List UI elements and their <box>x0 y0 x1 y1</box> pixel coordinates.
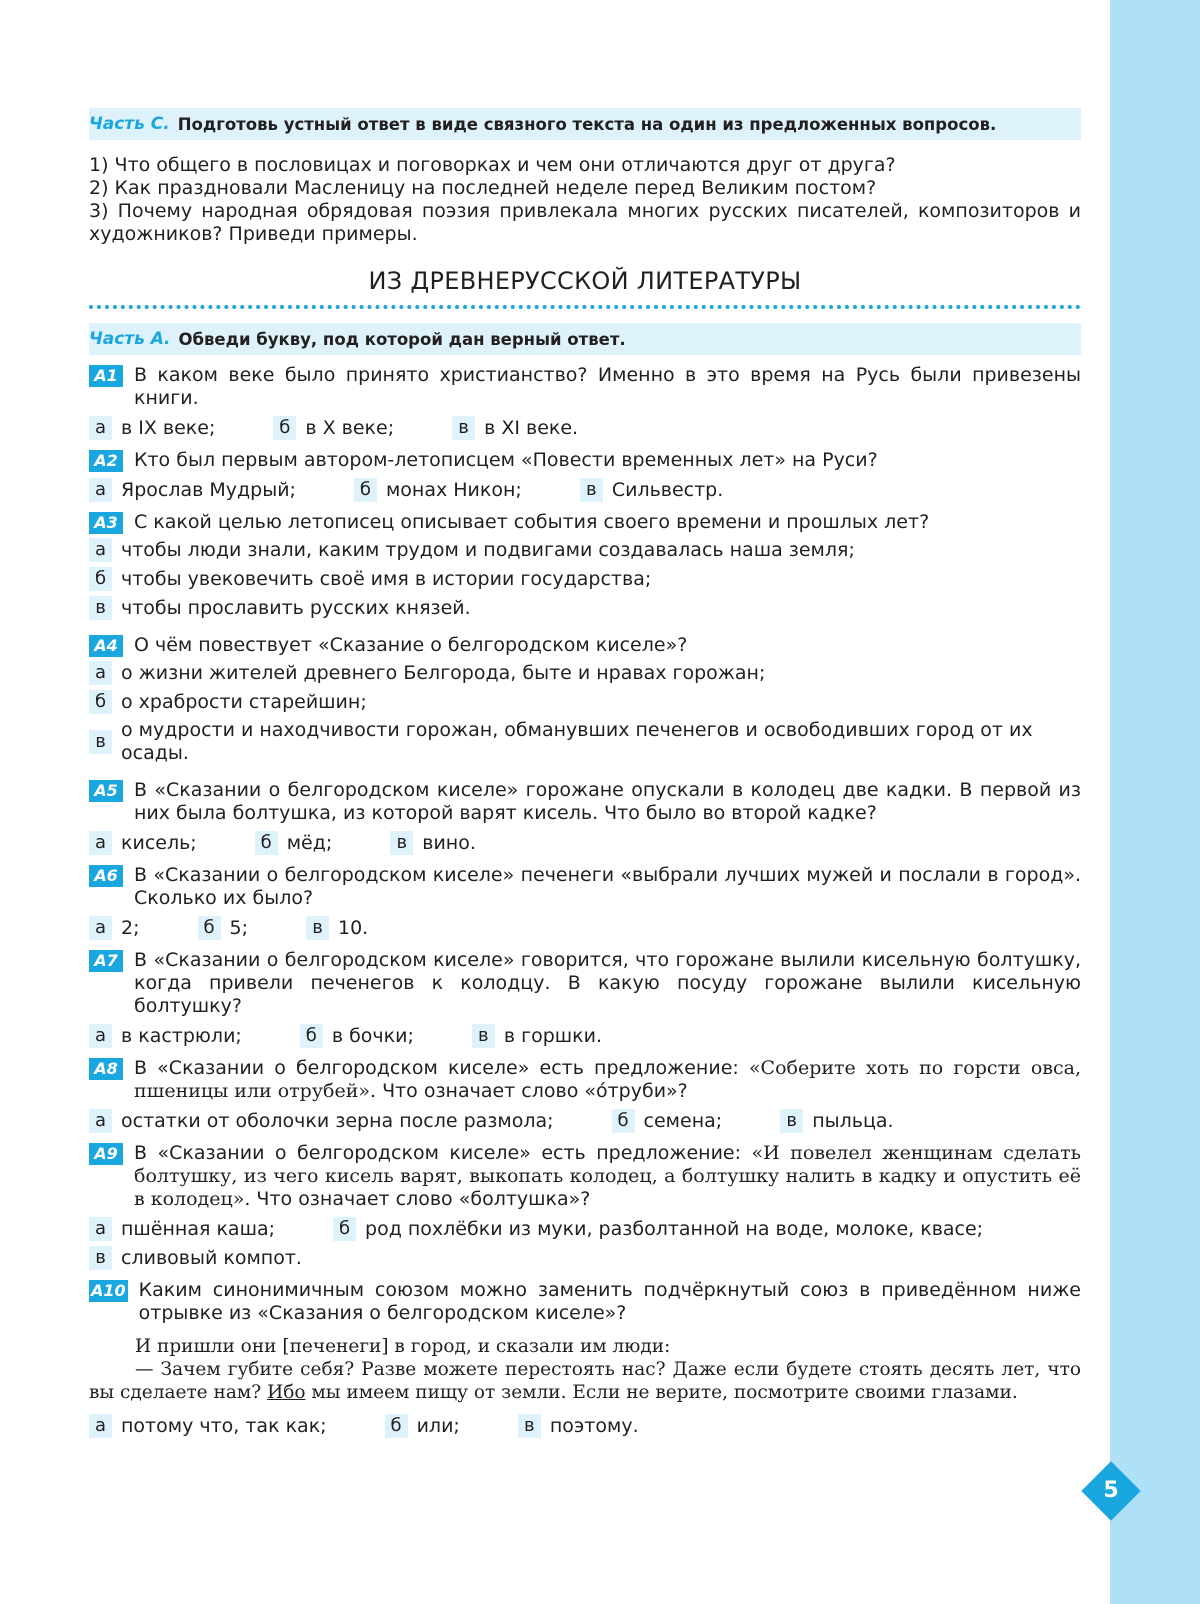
option-text: сливовый компот. <box>121 1246 302 1269</box>
excerpt-line <box>89 1358 1081 1404</box>
option-text: пшённая каша; <box>121 1217 276 1240</box>
option-letter[interactable]: а <box>89 831 112 855</box>
option-text: монах Никон; <box>385 478 522 501</box>
answer-option[interactable] <box>300 1024 414 1048</box>
quoted-sentence: «И повелел женщинам сделать болтушку, из чего кисель варят, выкопать колодец, а болтушку налить в кадку и опустить её в колодец». <box>134 1142 1081 1210</box>
option-text: 10. <box>338 916 369 939</box>
answer-options <box>89 1246 1081 1270</box>
answer-option[interactable] <box>273 416 394 440</box>
option-letter[interactable]: в <box>780 1109 803 1133</box>
answer-option[interactable] <box>89 416 215 440</box>
task-number: А6 <box>89 865 123 887</box>
answer-option[interactable] <box>89 719 1081 765</box>
page-content <box>89 108 1081 1438</box>
answer-option[interactable] <box>518 1414 639 1438</box>
option-text: о мудрости и находчивости горожан, обманувших печенегов и освободивших город от их осады. <box>121 719 1033 764</box>
answer-option[interactable] <box>390 831 476 855</box>
answer-options <box>89 1024 1081 1048</box>
option-text: в X веке; <box>305 416 395 439</box>
excerpt-text: — Зачем губите себя? Разве можете перестоять нас? Даже если будете стоять десять лет, что вы сделаете нам? <box>89 1359 1081 1403</box>
answer-options <box>89 538 1081 625</box>
option-letter[interactable]: б <box>89 567 112 591</box>
excerpt-line: И пришли они [печенеги] в город, и сказали им люди: <box>135 1336 671 1357</box>
page-number: 5 <box>1103 1478 1119 1503</box>
question-text: Что означает слово «о́труби»? <box>376 1080 688 1102</box>
option-letter[interactable]: б <box>333 1217 356 1241</box>
answer-option[interactable] <box>306 916 368 940</box>
task-number: А8 <box>89 1058 123 1080</box>
part-c-question: 3) Почему народная обрядовая поэзия привлекала многих русских писателей, композиторов и художников? Приведи примеры. <box>89 200 1081 245</box>
task-number: А1 <box>89 365 123 387</box>
option-letter[interactable]: а <box>89 538 112 562</box>
section-title: ИЗ ДРЕВНЕРУССКОЙ ЛИТЕРАТУРЫ <box>368 267 802 295</box>
option-letter[interactable]: а <box>89 416 112 440</box>
option-letter[interactable]: в <box>390 831 413 855</box>
option-letter[interactable]: б <box>273 416 296 440</box>
task-question: В «Сказании о белгородском киселе» говорится, что горожане вылили кисельную болтушку, когда привели печенегов к колодцу. В какую посуду горожане вылили кисельную болтушку? <box>134 949 1081 1017</box>
answer-options <box>89 478 1081 502</box>
part-c-header <box>89 108 1081 140</box>
task-a8 <box>89 1057 1081 1133</box>
task-question: В «Сказании о белгородском киселе» горожане опускали в колодец две кадки. В первой из них была болтушка, из которой варят кисель. Что было во второй кадке? <box>134 779 1081 824</box>
option-letter[interactable]: в <box>472 1024 495 1048</box>
task-number: А4 <box>89 635 123 657</box>
answer-options <box>89 1109 1081 1133</box>
option-letter[interactable]: б <box>300 1024 323 1048</box>
task-a10 <box>89 1279 1081 1438</box>
answer-option[interactable] <box>89 1246 302 1270</box>
option-text: пыльца. <box>812 1109 894 1132</box>
task-a7 <box>89 949 1081 1048</box>
option-letter[interactable]: б <box>255 831 278 855</box>
part-a-label: Часть А. <box>89 329 171 349</box>
answer-option[interactable] <box>89 831 197 855</box>
option-text: чтобы увековечить своё имя в истории государства; <box>121 567 652 590</box>
option-letter[interactable]: а <box>89 478 112 502</box>
answer-option[interactable] <box>89 596 1081 620</box>
option-text: мёд; <box>286 831 333 854</box>
answer-option[interactable] <box>580 478 723 502</box>
part-c-question: 2) Как праздновали Масленицу на последней неделе перед Великим постом? <box>89 177 877 199</box>
question-text: Что означает слово «болтушка»? <box>250 1188 591 1210</box>
answer-option[interactable] <box>89 916 140 940</box>
task-question: Кто был первым автором-летописцем «Повести временных лет» на Руси? <box>134 449 878 471</box>
option-letter[interactable]: в <box>518 1414 541 1438</box>
option-letter[interactable]: а <box>89 1024 112 1048</box>
part-c-instruction: Подготовь устный ответ в виде связного текста на один из предложенных вопросов. <box>177 114 997 134</box>
option-text: Сильвестр. <box>611 478 724 501</box>
answer-options <box>89 1217 1081 1241</box>
task-a3 <box>89 511 1081 625</box>
answer-option[interactable] <box>385 1414 460 1438</box>
task-a6 <box>89 864 1081 940</box>
answer-option[interactable] <box>89 567 1081 591</box>
quoted-sentence: «Соберите хоть по горсти овса, пшеницы или отрубей». <box>134 1057 1081 1102</box>
option-text: Ярослав Мудрый; <box>121 478 296 501</box>
underlined-conjunction: Ибо <box>267 1382 306 1403</box>
task-number: А10 <box>91 1281 126 1300</box>
option-text: поэтому. <box>549 1414 639 1437</box>
excerpt-text: мы имеем пищу от земли. Если не верите, посмотрите своими глазами. <box>305 1382 1018 1403</box>
task-question <box>134 1057 1081 1103</box>
task-question: Каким синонимичным союзом можно заменить подчёркнутый союз в приведённом ниже отрывке из «Сказания о белгородском киселе»? <box>138 1279 1081 1324</box>
option-text: или; <box>416 1414 460 1437</box>
answer-option[interactable] <box>89 661 1081 685</box>
answer-option[interactable] <box>612 1109 723 1133</box>
option-letter[interactable]: б <box>354 478 377 502</box>
answer-option[interactable] <box>198 916 249 940</box>
answer-option[interactable] <box>89 690 1081 714</box>
option-letter[interactable]: в <box>452 416 475 440</box>
task-number: А7 <box>89 950 123 972</box>
answer-option[interactable] <box>89 1109 554 1133</box>
task-number: А5 <box>89 780 123 802</box>
answer-option[interactable] <box>354 478 522 502</box>
option-text: семена; <box>643 1109 723 1132</box>
option-text: потому что, так как; <box>121 1414 327 1437</box>
option-text: о храбрости старейшин; <box>121 690 367 713</box>
option-text: в XI веке. <box>484 416 579 439</box>
part-c-label: Часть С. <box>89 114 170 134</box>
option-letter[interactable]: а <box>89 1217 112 1241</box>
answer-options <box>89 916 1081 940</box>
task-number: А9 <box>89 1143 123 1165</box>
task-question: О чём повествует «Сказание о белгородском киселе»? <box>134 634 688 656</box>
option-letter[interactable]: б <box>198 916 221 940</box>
option-text: в горшки. <box>503 1024 603 1047</box>
question-text: В «Сказании о белгородском киселе» есть предложение: <box>134 1057 749 1079</box>
answer-options <box>89 416 1081 440</box>
part-c-question: 1) Что общего в пословицах и поговорках и чем они отличаются друг от друга? <box>89 154 896 176</box>
answer-option[interactable] <box>89 1024 242 1048</box>
option-text: о жизни жителей древнего Белгорода, быте и нравах горожан; <box>121 661 766 684</box>
answer-options <box>89 661 1081 770</box>
option-letter[interactable]: в <box>580 478 603 502</box>
task-a9 <box>89 1142 1081 1270</box>
option-letter[interactable]: а <box>89 916 112 940</box>
task-a2 <box>89 449 1081 502</box>
option-text: остатки от оболочки зерна после размола; <box>121 1109 554 1132</box>
task-question: С какой целью летописец описывает события своего времени и прошлых лет? <box>134 511 930 533</box>
part-a-instruction: Обведи букву, под которой дан верный ответ. <box>178 329 626 349</box>
option-letter[interactable]: б <box>385 1414 408 1438</box>
answer-option[interactable] <box>333 1217 983 1241</box>
option-text: род похлёбки из муки, разболтанной на воде, молоке, квасе; <box>365 1217 984 1240</box>
answer-option[interactable] <box>255 831 333 855</box>
option-letter[interactable]: б <box>89 690 112 714</box>
option-text: чтобы прославить русских князей. <box>121 596 471 619</box>
task-a5 <box>89 779 1081 855</box>
answer-option[interactable] <box>89 538 1081 562</box>
option-text: в бочки; <box>331 1024 414 1047</box>
option-text: в IX веке; <box>121 416 216 439</box>
section-divider <box>89 305 1081 309</box>
answer-option[interactable] <box>472 1024 602 1048</box>
option-text: чтобы люди знали, каким трудом и подвигами создавалась наша земля; <box>121 538 855 561</box>
task-question: В «Сказании о белгородском киселе» печенеги «выбрали лучших мужей и послали в город». Сколько их было? <box>134 864 1081 909</box>
option-letter[interactable]: в <box>89 1246 112 1270</box>
option-letter[interactable]: в <box>89 730 112 754</box>
answer-options <box>89 831 1081 855</box>
task-number: А2 <box>89 450 123 472</box>
answer-option[interactable] <box>452 416 578 440</box>
part-c-questions <box>89 154 1081 246</box>
option-letter[interactable]: б <box>612 1109 635 1133</box>
option-letter[interactable]: а <box>89 1414 112 1438</box>
answer-option[interactable] <box>89 478 296 502</box>
task-a4 <box>89 634 1081 770</box>
answer-options <box>89 1414 1081 1438</box>
answer-option[interactable] <box>89 1217 275 1241</box>
answer-option[interactable] <box>780 1109 893 1133</box>
task-number: А3 <box>89 512 123 534</box>
question-text: В «Сказании о белгородском киселе» есть предложение: <box>134 1142 752 1164</box>
option-text: 5; <box>229 916 248 939</box>
option-text: 2; <box>121 916 140 939</box>
option-text: вино. <box>422 831 476 854</box>
option-letter[interactable]: в <box>89 596 112 620</box>
answer-option[interactable] <box>89 1414 327 1438</box>
part-a-header <box>89 323 1081 355</box>
task-question <box>134 1142 1081 1211</box>
side-strip <box>1110 0 1200 1604</box>
option-letter[interactable]: в <box>306 916 329 940</box>
option-text: в кастрюли; <box>121 1024 242 1047</box>
option-text: кисель; <box>121 831 197 854</box>
task-a1 <box>89 364 1081 440</box>
excerpt-passage <box>89 1335 1081 1404</box>
option-letter[interactable]: а <box>89 1109 112 1133</box>
option-letter[interactable]: а <box>89 661 112 685</box>
task-question: В каком веке было принято христианство? Именно в это время на Русь были привезены книги. <box>134 364 1081 409</box>
